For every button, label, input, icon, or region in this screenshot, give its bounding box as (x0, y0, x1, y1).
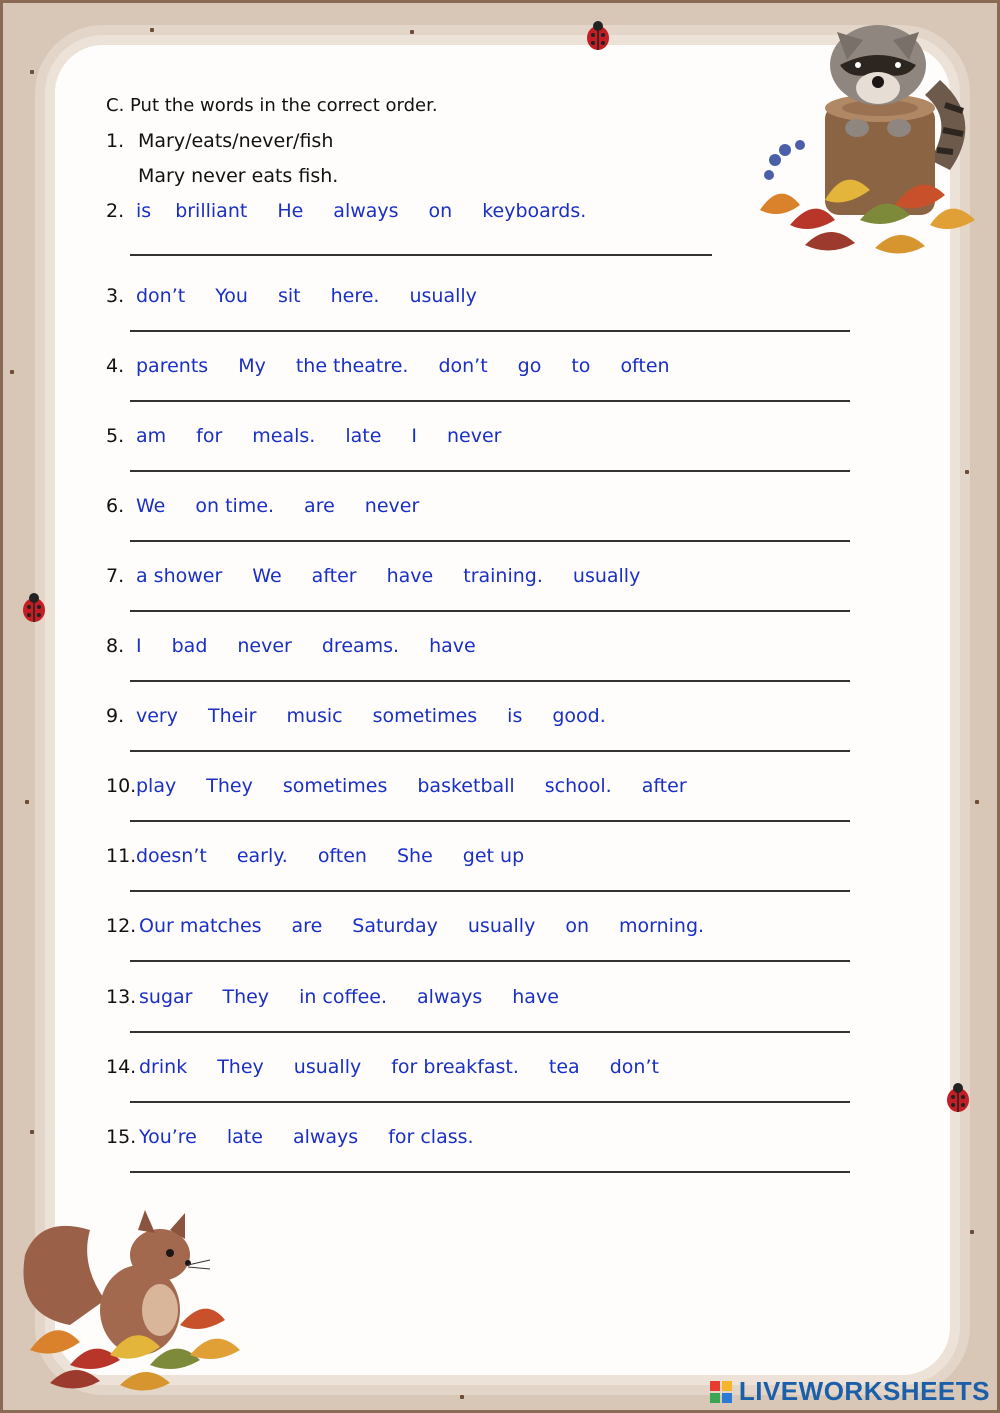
word-chip: always (417, 986, 483, 1008)
word-bank (136, 285, 507, 307)
word-chip: always (333, 200, 399, 222)
word-chip: sometimes (282, 775, 388, 797)
answer-line[interactable] (130, 400, 850, 402)
word-chip: basketball (417, 775, 515, 797)
example-prompt: Mary/eats/never/fish (138, 130, 334, 152)
word-chip: I (411, 425, 418, 447)
answer-line[interactable] (130, 254, 712, 256)
word-chip: tea (548, 1056, 580, 1078)
word-chip: sugar (139, 986, 193, 1008)
word-chip: Their (208, 705, 257, 727)
ladybug-icon (580, 18, 616, 54)
exercise-item-3 (106, 285, 866, 345)
brand-name: LIVEWORKSHEETS (738, 1376, 990, 1406)
word-chip: late (226, 1126, 263, 1148)
exercise-item-4 (106, 355, 866, 415)
item-number: 14. (106, 1056, 137, 1078)
frame-dot (460, 1395, 464, 1399)
answer-line[interactable] (130, 1171, 850, 1173)
word-chip: usually (467, 915, 536, 937)
item-number: 7. (106, 565, 125, 587)
word-chip: very (136, 705, 178, 727)
item-number: 2. (106, 200, 125, 222)
word-chip: brilliant (175, 200, 248, 222)
word-chip: We (136, 495, 166, 517)
answer-line[interactable] (130, 1101, 850, 1103)
answer-line[interactable] (130, 750, 850, 752)
word-chip: don’t (609, 1056, 659, 1078)
word-chip: parents (136, 355, 209, 377)
squirrel-illustration (10, 1205, 250, 1395)
exercise-item-12 (106, 915, 866, 975)
ladybug-icon (940, 1080, 976, 1116)
word-bank (136, 565, 670, 587)
frame-dot (965, 470, 969, 474)
word-chip: never (237, 635, 292, 657)
word-chip: I (136, 635, 142, 657)
word-chip: never (364, 495, 420, 517)
exercise-item-13 (106, 986, 866, 1046)
word-chip: usually (293, 1056, 362, 1078)
word-chip: They (217, 1056, 264, 1078)
word-chip: are (291, 915, 323, 937)
word-chip: am (136, 425, 167, 447)
exercise-item-6 (106, 495, 866, 555)
item-number: 10. (106, 775, 137, 797)
word-chip: usually (409, 285, 477, 307)
word-bank (139, 1056, 689, 1078)
word-chip: Our matches (139, 915, 262, 937)
word-chip: good. (552, 705, 606, 727)
word-chip: school. (544, 775, 612, 797)
word-chip: sometimes (372, 705, 478, 727)
word-chip: training. (463, 565, 543, 587)
word-chip: on (565, 915, 589, 937)
word-chip: morning. (619, 915, 705, 937)
answer-line[interactable] (130, 540, 850, 542)
word-chip: early. (236, 845, 288, 867)
word-chip: They (206, 775, 253, 797)
word-chip: often (620, 355, 670, 377)
word-chip: doesn’t (136, 845, 207, 867)
word-chip: never (447, 425, 502, 447)
word-chip: dreams. (321, 635, 400, 657)
word-chip: have (512, 986, 559, 1008)
word-chip: Saturday (352, 915, 438, 937)
word-chip: drink (139, 1056, 188, 1078)
item-number: 8. (106, 635, 125, 657)
word-bank (139, 1126, 504, 1148)
frame-dot (410, 30, 414, 34)
word-chip: get up (462, 845, 525, 867)
word-chip: here. (330, 285, 380, 307)
word-chip: My (238, 355, 266, 377)
word-bank (136, 705, 636, 727)
word-chip: bad (171, 635, 208, 657)
answer-line[interactable] (130, 1031, 850, 1033)
item-number: 9. (106, 705, 125, 727)
item-number: 11. (106, 845, 137, 867)
word-bank (136, 845, 554, 867)
word-chip: sit (277, 285, 301, 307)
word-chip: have (386, 565, 434, 587)
answer-line[interactable] (130, 960, 850, 962)
word-chip: don’t (438, 355, 488, 377)
exercise-item-11 (106, 845, 866, 905)
ladybug-icon (16, 590, 52, 626)
word-chip: the theatre. (295, 355, 409, 377)
word-chip: for breakfast. (391, 1056, 519, 1078)
exercise-item-2 (106, 200, 866, 260)
word-chip: keyboards. (482, 200, 587, 222)
exercise-item-14 (106, 1056, 866, 1116)
item-number: 15. (106, 1126, 137, 1148)
word-chip: in coffee. (299, 986, 388, 1008)
word-chip: a shower (136, 565, 223, 587)
exercise-item-5 (106, 425, 866, 485)
item-number: 5. (106, 425, 125, 447)
word-chip: have (429, 635, 476, 657)
word-chip: on time. (195, 495, 275, 517)
word-chip: is (136, 200, 152, 222)
item-number: 12. (106, 915, 137, 937)
word-chip: is (507, 705, 523, 727)
word-chip: They (222, 986, 270, 1008)
word-chip: are (304, 495, 335, 517)
word-chip: on (428, 200, 453, 222)
word-chip: play (136, 775, 177, 797)
word-chip: for (196, 425, 223, 447)
word-chip: after (641, 775, 687, 797)
word-bank (136, 200, 616, 222)
frame-dot (10, 370, 14, 374)
frame-dot (25, 800, 29, 804)
word-chip: You’re (139, 1126, 197, 1148)
word-chip: don’t (136, 285, 186, 307)
frame-dot (975, 800, 979, 804)
word-chip: always (292, 1126, 359, 1148)
word-chip: You (215, 285, 248, 307)
answer-line[interactable] (130, 330, 850, 332)
word-bank (136, 495, 449, 517)
answer-line[interactable] (130, 470, 850, 472)
word-chip: meals. (252, 425, 316, 447)
word-bank (139, 986, 589, 1008)
word-chip: late (345, 425, 382, 447)
example-answer: Mary never eats fish. (138, 165, 339, 187)
exercise-item-9 (106, 705, 866, 765)
word-chip: often (317, 845, 367, 867)
answer-line[interactable] (130, 820, 850, 822)
item-number: 3. (106, 285, 125, 307)
word-chip: He (277, 200, 304, 222)
exercise-item-8 (106, 635, 866, 695)
word-chip: after (311, 565, 357, 587)
word-bank (136, 775, 717, 797)
frame-dot (30, 70, 34, 74)
word-chip: go (517, 355, 542, 377)
item-number: 13. (106, 986, 137, 1008)
item-number: 6. (106, 495, 125, 517)
word-chip: We (252, 565, 282, 587)
exercise-item-7 (106, 565, 866, 625)
word-bank (136, 355, 700, 377)
frame-dot (970, 1230, 974, 1234)
instruction-text: C. Put the words in the correct order. (106, 95, 438, 116)
word-chip: music (286, 705, 343, 727)
item-number: 4. (106, 355, 125, 377)
word-bank (139, 915, 734, 937)
word-chip: She (396, 845, 433, 867)
liveworksheets-logo-icon (709, 1380, 733, 1404)
frame-dot (30, 1130, 34, 1134)
word-chip: to (571, 355, 591, 377)
answer-line[interactable] (130, 680, 850, 682)
example-number: 1. (106, 130, 125, 152)
word-bank (136, 635, 506, 657)
word-chip: usually (572, 565, 641, 587)
liveworksheets-logo (709, 1376, 990, 1407)
answer-line[interactable] (130, 610, 850, 612)
exercise-item-15 (106, 1126, 866, 1186)
frame-dot (150, 28, 154, 32)
answer-line[interactable] (130, 890, 850, 892)
word-chip: for class. (388, 1126, 474, 1148)
word-bank (136, 425, 532, 447)
exercise-item-10 (106, 775, 866, 835)
